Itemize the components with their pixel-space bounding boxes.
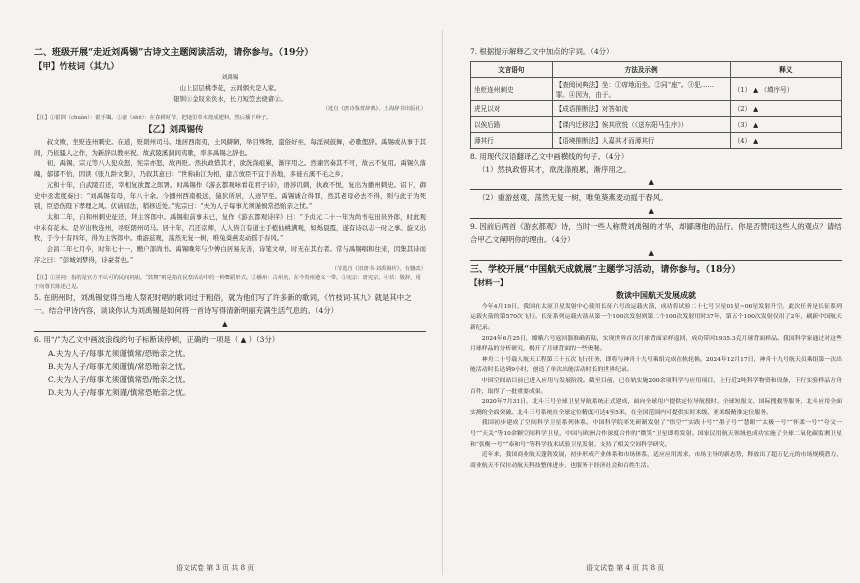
table-cell: 【课内迁移法】俟其欣悦（《送东阳马生序》） <box>552 116 730 132</box>
table-header: 文言语句 <box>471 61 553 77</box>
table-cell: 【成语推断法】对答如流 <box>552 100 730 116</box>
news-paragraph: 2020年7月31日，北斗三号全球卫星导航系统正式建成，面向全球用户提供定位导航授时、全球短报文、国际搜救等服务，北斗应用全面实测的全面突破。北斗三号系统在全球定位精度可达4至5米，在全国范围内可提供实时米级、亚米级精准定位服务。 <box>470 399 842 416</box>
option-c[interactable]: C.夫为人子/每事尤须谨慎常恐/贻亲之忧。 <box>48 374 191 384</box>
answer-line[interactable]: ▲ <box>470 177 842 190</box>
question-8-1: （1）然执政惜其才，欲洗涤痕累，渐序用之。 <box>478 164 631 174</box>
question-7: 7. 根据提示解释乙文中加点的字词。（4分） <box>470 47 614 56</box>
table-cell: 以俟后路 <box>471 116 553 132</box>
news-paragraph: 今年4月19日，我国在太原卫星发射中心使用长征六号改运载火箭，成功将试验二十七号卫星01星~06星发射升空。此次任务是长征系列运载火箭的第570次飞行。长征系列运载火箭从第一个100次发射到第二个100次发射用时37年，第五个100次发射仅用了2年，刷新中国航天新纪录。 <box>470 303 842 331</box>
question-5: 5. 在朗州时，刘禹锡觉得当地人祭祀时唱的歌词过于粗俗，就为他们写了许多新的歌词，《竹枝词·其九》就是其中之一。结合甲诗内容，谈谈你认为刘禹锡是如何将一首诗写得清新明丽充满生活气息的。（4分） <box>34 293 412 316</box>
poem-author: 刘禹锡 <box>221 75 239 81</box>
news-paragraph: 中国空间站目前已进入应用与发展阶段。截至目前，已在轨实施200余项科学与应用项目，上行近2吨科学物资和设备，下行实验样品方舟百件，取得了一批重要成果。 <box>470 377 842 395</box>
poem-title: 【甲】竹枝词（其九） <box>34 62 120 72</box>
biography-paragraph: 元和十年，自武陵召还，宰相复欲置之郎署。时禹锡作《游玄都观咏看花君子诗》，语涉讥刺，执政不悦，复出为播州刺史。诏下，御史中丞裴度奏曰：“刘禹锡有母，年八十余。今播州西南极远，猿狖所居，人迹罕至。禹锡诚合得罪，然其老母必去不得，则与此子为死别，臣恐伤陛下孝理之风。伏请屈法，稍移近处。”宪宗曰：“夫为人子每事尤须谨慎常恐贻亲之忧。” <box>34 180 426 211</box>
poem-line: 银钏①金钗来负水，长刀短笠去烧畲②。 <box>173 96 287 103</box>
table-row <box>471 100 842 116</box>
table-cell: 薄其行 <box>471 132 553 148</box>
table-row <box>471 77 842 100</box>
question-8: 8. 用现代汉语翻译乙文中画横线的句子。（4分） <box>470 151 629 161</box>
news-title: 数读中国航天发展成就 <box>616 289 696 300</box>
answer-cell[interactable]: （1） ▲ （填序号） <box>730 77 841 100</box>
poem-line: 山上层层桃李花，云间烟火是人家。 <box>179 85 281 92</box>
biography-note: 【注】①淫祠：指的是官方不认可的民间祠庙。“鼓舞”则是指在民祭活动中的一种舞蹈形式。②播州：古州名，在今贵州遵义一带。③宪宗：唐宪宗。④伏：敬辞，用于向尊长陈述己见。 <box>34 275 421 291</box>
table-cell: 虎兄以对 <box>471 100 553 116</box>
news-paragraph: 近年来，我国商业航天蓬勃发展，初步形成产业体系和市场体系，适应应用需求，市场主导的新态势，释放出了超万亿元的市场规模潜力，商业航天不仅拉动航天科技整体进步，也服务于经济社会和百姓生活。 <box>470 452 842 469</box>
news-paragraph: 2024年6月25日，嫦娥六号返回器准确着陆，实现世界首次月球背面采样返回，成功带回1935.3克月球背面样品。我国科学家通过对这些月球样品的分析研究，揭开了月球背面的一些奥秘。 <box>470 335 842 353</box>
poem-source: （选自《唐诗鉴赏辞典》，上海辞书出版社） <box>322 106 426 112</box>
answer-cell[interactable]: （3） ▲ <box>730 116 841 132</box>
biography-title: 【乙】刘禹锡传 <box>144 125 204 135</box>
news-paragraph: 神舟二十号载人航天工程第三十五次飞行任务，即将与神舟十九号乘组完成在轨轮换。2024年12月17日，神舟十九号航天员乘组第一次出舱活动时长达到9小时，创造了单次出舱活动时长的世界纪录。 <box>470 356 842 374</box>
biography-paragraph: 太和二年，自和州刺史征还，拜主客郎中。禹锡衔前事未已，复作《游玄都观诗序》曰：“予贞元二十一年为尚书屯田员外郎，时此观中未有花木。是岁出牧连州，寻贬朗州司马。居十年，召还京师，人人皆言有道士手植仙桃满观，如烁晨霞，遂有诗以志一时之事。旋又出牧，于今十有四年，得为主客郎中。重游兹观，荡然无复一树，唯兔葵燕麦动摇于春风。” <box>34 212 426 243</box>
page-right <box>446 0 860 583</box>
biography-paragraph: 初，禹锡、宗元等八人犯众怒，宪宗亦怒，故再贬。然执政惜其才，欲洗涤痕累，渐序用之。然谏官奏其不可，故云不复用。禹锡久落魄，郁郁不怡，因读《张九龄文集》，乃叙其意曰：“世称曲江为相，建言放臣不宜于善地，多徙五溪不毛之乡。 <box>34 159 426 179</box>
biography-source: （节选自《旧唐书·刘禹锡传》，有删改） <box>331 266 426 273</box>
page-footer: 语文试卷 第 3 页 共 8 页 <box>176 564 255 572</box>
section-3-title: 三、学校开展“中国航天成就展”主题学习活动，请你参与。（18分） <box>470 264 741 275</box>
news-paragraph: 我国初步建成了空间科学卫星系列体系。中国科学院率先研制发射了“悟空”“实践十号”“墨子号”“慧眼”“太极一号”“怀柔一号”“夸父一号”“天关”等10余颗空间科学卫星，中国与欧洲合作深度合作的“微笑”卫星即将发射。国家民用航天领域也成功实施了全球二氧化碳监测卫星和“张衡一号”“泰和号”等科学技术试验卫星发射，支持了相关空间科学研究。 <box>470 420 842 448</box>
biography-paragraph: 会昌二年七月卒，时年七十一，赠户部尚书。禹锡晚年与少傅白居易友善，诗笔文章，时无在其右者。常与禹锡唱和往来，因集其诗而序之曰：“彭城刘梦得，诗豪者也。” <box>34 245 426 264</box>
option-d[interactable]: D.夫为人子/每事尤须谨/慎常恐贻亲之忧。 <box>48 387 191 397</box>
question-8-2: （2）重游兹观，荡然无复一树，唯兔葵燕麦动摇于春风。 <box>478 193 668 203</box>
answer-line[interactable]: ▲ <box>470 248 842 261</box>
poem-note: 【注】①银钏（chuàn）：银手镯。②畲（shē）：在春耕时节，把地里草木烧成肥料，然后播下种子。 <box>34 115 272 121</box>
table-cell: 【查阅词典法】坐：①席地而坐。②同“座”。③犯……罪。④因为，由于。 <box>552 77 730 100</box>
answer-cell[interactable]: （4） ▲ <box>730 132 841 148</box>
option-a[interactable]: A.夫为人子/每事尤须谨慎常/恐贻亲之忧。 <box>48 348 191 358</box>
table-header: 方法及示例 <box>552 61 730 77</box>
table-row <box>471 132 842 148</box>
biography-paragraph: 叔文败，坐贬连州刺史。在道，贬朗州司马。地居西南夷，土风僻陋，举目殊物，蛮俗好巫，每淫祠鼓舞，必歌俚辞。禹锡或从事于其间，乃依骚人之作，为新辞以教巫祝。故武陵溪洞间夷歌，率多禹锡之辞也。 <box>34 138 426 157</box>
material-label: 【材料一】 <box>470 277 508 287</box>
table-cell: 坐贬连州刺史 <box>471 77 553 100</box>
answer-line[interactable]: ▲ <box>470 206 842 219</box>
table-row <box>471 116 842 132</box>
table-header-row <box>471 61 842 77</box>
table-header: 释义 <box>730 61 841 77</box>
section-title: 二、班级开展“走近刘禹锡”古诗文主题阅读活动，请你参与。（19分） <box>34 48 314 58</box>
page-footer: 语文试卷 第 4 页 共 8 页 <box>586 564 665 572</box>
vocab-table <box>470 61 842 149</box>
option-b[interactable]: B.夫为人子/每事尤须谨慎/常恐贻亲之忧。 <box>48 361 191 371</box>
table-cell: 【语境推断法】人嘉其才而薄其行 <box>552 132 730 148</box>
answer-cell[interactable]: （2） ▲ <box>730 100 841 116</box>
question-6: 6. 用“/”为乙文中画波浪线的句子标断读停顿，正确的一项是（ ▲ ）（3分） <box>34 335 280 345</box>
question-9: 9. 因前后两首《游玄都观》诗，当时一些人称赞刘禹锡的才华，却鄙薄他的品行。你是否赞同这些人的观点？请结合甲乙文阐明你的理由。（4分） <box>470 222 842 244</box>
answer-line[interactable]: ▲ <box>34 319 426 332</box>
page-divider <box>442 30 443 575</box>
